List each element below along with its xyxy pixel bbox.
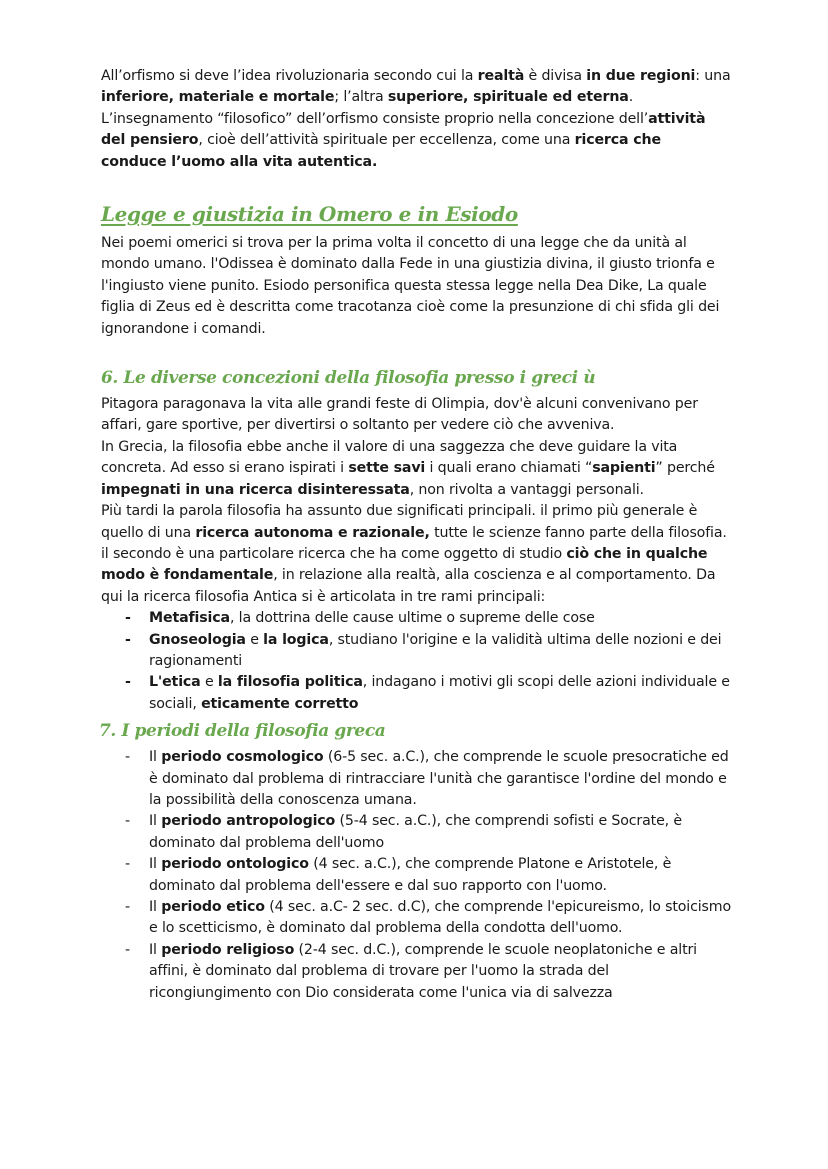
list-item-text: Il periodo cosmologico (6-5 sec. a.C.), che comprende le scuole presocratiche ed è dominato dal problema di rintracciare l'unità che garantisce l'ordine del mondo e la possibilità della conoscenza umana. — [149, 749, 729, 808]
list-item-text: Metafisica, la dottrina delle cause ultime o supreme delle cose — [149, 610, 595, 627]
branches-list — [101, 608, 731, 715]
bullet-dash: - — [125, 749, 130, 766]
bullet-dash: - — [125, 631, 131, 648]
document-page — [101, 66, 731, 1004]
heading-section-6: 6. Le diverse concezioni della filosofia presso i greci ù — [101, 368, 596, 389]
list-item-text: Il periodo ontologico (4 sec. a.C.), che comprende Platone e Aristotele, è dominato dal problema dell'essere e dal suo rapporto con l'uomo. — [149, 856, 672, 894]
list-item-antropologico — [101, 811, 731, 854]
bullet-dash: - — [125, 899, 130, 915]
legge-paragraph: Nei poemi omerici si trova per la prima volta il concetto di una legge che da unità al mondo umano. l'Odissea è dominato dalla Fede in una giustizia divina, il giusto trionfa e l'ingiusto viene punito. Esiodo personifica questa stessa legge nella Dea Dike, La quale figlia di Zeus ed è descritta come tracotanza cioè come la presunzione di chi sfida gli dei ignorandone i comandi. — [101, 235, 720, 337]
bullet-dash: - — [125, 813, 130, 830]
list-item-text: Gnoseologia e la logica, studiano l'origine e la validità ultima delle nozioni e dei ragionamenti — [149, 631, 722, 669]
list-item-text: Il periodo etico (4 sec. a.C- 2 sec. d.C), che comprende l'epicureismo, lo stoicismo e lo scetticismo, è dominato dal problema della condotta dell'uomo. — [149, 899, 731, 937]
list-item-cosmologico — [101, 747, 731, 811]
list-item-etico — [101, 897, 731, 940]
bullet-dash: - — [125, 674, 131, 691]
list-item-gnoseologia — [101, 630, 731, 673]
heading-legge-giustizia: Legge e giustizia in Omero e in Esiodo — [101, 202, 518, 227]
list-item-ontologico — [101, 854, 731, 897]
heading-section-7: 7. I periodi della filosofia greca — [99, 721, 386, 742]
list-item-text: Il periodo antropologico (5-4 sec. a.C.), che comprendi sofisti e Socrate, è dominato dal problema dell'uomo — [149, 813, 682, 851]
bullet-dash: - — [125, 856, 130, 873]
orfismo-paragraph: All’orfismo si deve l’idea rivoluzionaria secondo cui la realtà è divisa in due regioni: una inferiore, materiale e mortale; l’altra superiore, spirituale ed eterna. L’insegnamento “filosofico” dell’orfismo consiste proprio nella concezione dell’attività del pensiero, cioè dell’attività spirituale per eccellenza, come una ricerca che conduce l’uomo alla vita autentica. — [101, 68, 731, 170]
periods-list — [101, 747, 731, 1004]
concezioni-paragraph: Pitagora paragonava la vita alle grandi feste di Olimpia, dov'è alcuni convenivano per affari, gare sportive, per divertirsi o soltanto per vedere ciò che avveniva. In Grecia, la filosofia ebbe anche il valore di una saggezza che deve guidare la vita concreta. Ad esso si erano ispirati i sette savi i quali erano chiamati “sapienti” perché impegnati in una ricerca disinteressata, non rivolta a vantaggi personali. Più tardi la parola filosofia ha assunto due significati principali. il primo più generale è quello di una ricerca autonoma e razionale, tutte le scienze fanno parte della filosofia. il secondo è una particolare ricerca che ha come oggetto di studio ciò che in qualche modo è fondamentale, in relazione alla realtà, alla coscienza e al comportamento. Da qui la ricerca filosofia Antica si è articolata in tre rami principali: — [101, 396, 727, 605]
bullet-dash: - — [125, 941, 130, 958]
bullet-dash: - — [125, 610, 131, 627]
list-item-etica — [101, 672, 731, 715]
list-item-metafisica — [101, 608, 731, 629]
list-item-text: L'etica e la filosofia politica, indagano i motivi gli scopi delle azioni individuale e sociali, eticamente corretto — [149, 674, 730, 712]
list-item-text: Il periodo religioso (2-4 sec. d.C.), comprende le scuole neoplatoniche e altri affini, è dominato dal problema di trovare per l'uomo la strada del ricongiungimento con Dio considerata come l'unica via di salvezza — [149, 941, 697, 1001]
list-item-religioso — [101, 940, 731, 1004]
